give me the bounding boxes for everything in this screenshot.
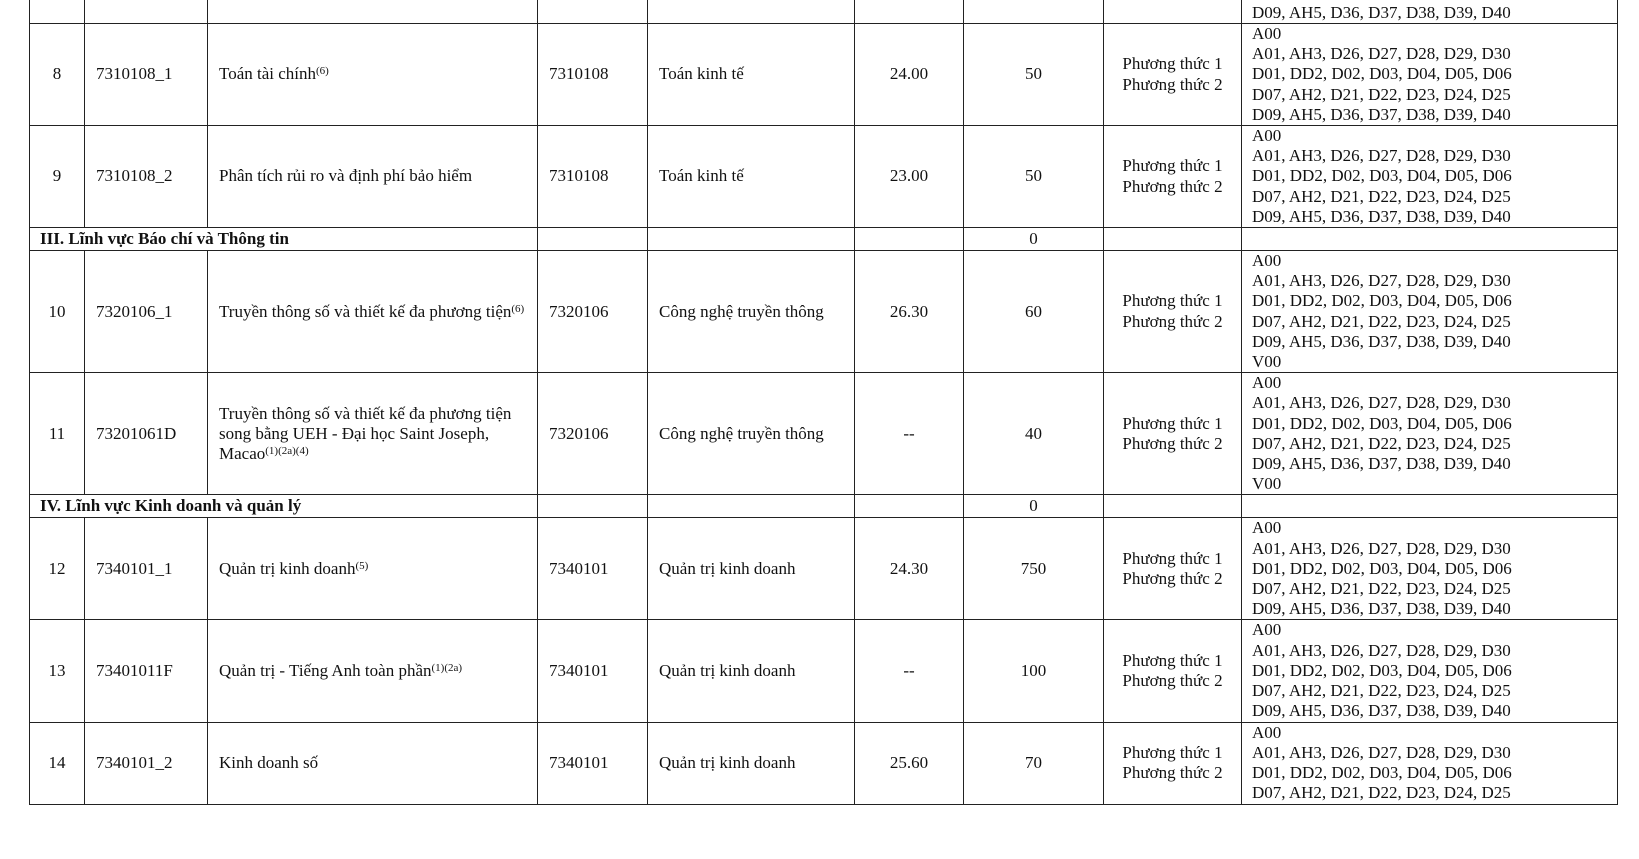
stt-cell: 8	[30, 24, 85, 126]
table-body	[30, 0, 1618, 804]
blocks-line: D07, AH2, D21, D22, D23, D24, D25	[1252, 783, 1511, 803]
stt-cell: 12	[30, 518, 85, 620]
blocks-line: A00	[1252, 620, 1282, 640]
table-row	[30, 373, 1618, 495]
major-code-cell: 7320106	[538, 251, 648, 373]
name-cell	[208, 722, 538, 804]
major-code-cell	[538, 495, 648, 518]
code-cell: 7320106_1	[85, 251, 208, 373]
blocks-cell	[1242, 373, 1618, 495]
method-line: Phương thức 2	[1122, 74, 1223, 94]
score-cell: 25.60	[855, 722, 964, 804]
major-name-cell: Quản trị kinh doanh	[648, 722, 855, 804]
blocks-cell	[1242, 0, 1618, 24]
method-line: Phương thức 1	[1122, 742, 1223, 762]
method-line: Phương thức 2	[1122, 176, 1223, 196]
section-row	[30, 495, 1618, 518]
stt-cell: 11	[30, 373, 85, 495]
major-code-cell: 7340101	[538, 518, 648, 620]
table-row-fragment	[30, 0, 1618, 24]
method-cell	[1104, 518, 1242, 620]
program-name: Truyền thông số và thiết kế đa phương tiện	[219, 301, 512, 321]
blocks-line: D07, AH2, D21, D22, D23, D24, D25	[1252, 433, 1511, 453]
blocks-cell	[1242, 722, 1618, 804]
method-cell	[1104, 722, 1242, 804]
major-name-cell: Quản trị kinh doanh	[648, 620, 855, 722]
program-name: Kinh doanh số	[219, 752, 319, 772]
blocks-line: D01, DD2, D02, D03, D04, D05, D06	[1252, 763, 1512, 782]
method-cell	[1104, 0, 1242, 24]
method-cell	[1104, 228, 1242, 251]
blocks-line: D09, AH5, D36, D37, D38, D39, D40	[1252, 454, 1511, 474]
method-cell	[1104, 495, 1242, 518]
stt-cell: 14	[30, 722, 85, 804]
table-row	[30, 24, 1618, 126]
blocks-line: A01, AH3, D26, D27, D28, D29, D30	[1252, 393, 1511, 413]
blocks-line: D01, DD2, D02, D03, D04, D05, D06	[1252, 64, 1512, 84]
method-cell	[1104, 24, 1242, 126]
blocks-line: A00	[1252, 518, 1282, 538]
program-name: Toán tài chính	[219, 64, 317, 84]
quota-cell: 100	[964, 620, 1104, 722]
method-line: Phương thức 2	[1122, 763, 1223, 782]
major-code-cell	[538, 0, 648, 24]
section-title: III. Lĩnh vực Báo chí và Thông tin	[30, 228, 538, 251]
blocks-line: D01, DD2, D02, D03, D04, D05, D06	[1252, 660, 1512, 680]
stt-cell: 9	[30, 126, 85, 228]
score-cell: 26.30	[855, 251, 964, 373]
blocks-cell	[1242, 228, 1618, 251]
table-row	[30, 126, 1618, 228]
program-name: Phân tích rủi ro và định phí bảo hiểm	[219, 166, 473, 186]
method-line: Phương thức 1	[1122, 156, 1223, 176]
code-cell: 7310108_2	[85, 126, 208, 228]
footnote-marker: (5)	[355, 559, 369, 572]
blocks-cell	[1242, 126, 1618, 228]
blocks-line: A00	[1252, 24, 1282, 43]
blocks-line: D09, AH5, D36, D37, D38, D39, D40	[1252, 599, 1511, 619]
blocks-line: A01, AH3, D26, D27, D28, D29, D30	[1252, 538, 1511, 558]
blocks-line: D01, DD2, D02, D03, D04, D05, D06	[1252, 166, 1512, 186]
method-cell	[1104, 620, 1242, 722]
major-name-cell	[648, 0, 855, 24]
stt-cell: 10	[30, 251, 85, 373]
blocks-line: A01, AH3, D26, D27, D28, D29, D30	[1252, 44, 1511, 64]
quota-cell: 50	[964, 24, 1104, 126]
code-cell: 7340101_1	[85, 518, 208, 620]
method-line: Phương thức 2	[1122, 311, 1223, 331]
program-name: Quản trị kinh doanh	[219, 558, 356, 578]
score-cell: --	[855, 373, 964, 495]
blocks-line: D09, AH5, D36, D37, D38, D39, D40	[1252, 701, 1511, 721]
section-quota: 0	[964, 228, 1104, 251]
section-title: IV. Lĩnh vực Kinh doanh và quản lý	[30, 495, 538, 518]
method-line: Phương thức 1	[1122, 650, 1223, 670]
quota-cell: 60	[964, 251, 1104, 373]
score-cell: --	[855, 620, 964, 722]
blocks-line: D09, AH5, D36, D37, D38, D39, D40	[1252, 104, 1511, 124]
table-row	[30, 722, 1618, 804]
major-code-cell: 7340101	[538, 620, 648, 722]
blocks-line: A01, AH3, D26, D27, D28, D29, D30	[1252, 742, 1511, 762]
method-line: Phương thức 1	[1122, 291, 1223, 311]
blocks-line: A00	[1252, 126, 1282, 146]
major-name-cell	[648, 495, 855, 518]
footnote-marker: (1)(2a)	[431, 661, 463, 674]
quota-cell: 50	[964, 126, 1104, 228]
score-cell: 24.00	[855, 24, 964, 126]
quota-cell: 40	[964, 373, 1104, 495]
score-cell: 24.30	[855, 518, 964, 620]
blocks-line: A01, AH3, D26, D27, D28, D29, D30	[1252, 640, 1511, 660]
major-name-cell: Quản trị kinh doanh	[648, 518, 855, 620]
blocks-line: D01, DD2, D02, D03, D04, D05, D06	[1252, 413, 1512, 433]
blocks-line: V00	[1252, 352, 1282, 372]
code-cell: 7310108_1	[85, 24, 208, 126]
name-cell	[208, 24, 538, 126]
method-line: Phương thức 1	[1122, 413, 1223, 433]
method-line: Phương thức 1	[1122, 548, 1223, 568]
name-cell	[208, 518, 538, 620]
major-name-cell: Công nghệ truyền thông	[648, 373, 855, 495]
name-cell	[208, 373, 538, 495]
method-line: Phương thức 2	[1122, 433, 1223, 453]
blocks-line: A00	[1252, 373, 1282, 393]
blocks-line: D07, AH2, D21, D22, D23, D24, D25	[1252, 186, 1511, 206]
code-cell	[85, 0, 208, 24]
blocks-line: D01, DD2, D02, D03, D04, D05, D06	[1252, 558, 1512, 578]
major-code-cell: 7310108	[538, 24, 648, 126]
footnote-marker: (1)(2a)(4)	[265, 444, 309, 457]
footnote-marker: (6)	[316, 65, 329, 78]
stt-cell	[30, 0, 85, 24]
name-cell	[208, 251, 538, 373]
major-name-cell: Toán kinh tế	[648, 126, 855, 228]
major-name-cell: Toán kinh tế	[648, 24, 855, 126]
method-cell	[1104, 373, 1242, 495]
table-row	[30, 518, 1618, 620]
program-name: Truyền thông số và thiết kế đa phương tiện song bằng UEH - Đại học Saint Joseph, Macao	[219, 403, 512, 463]
stt-cell: 13	[30, 620, 85, 722]
major-code-cell: 7340101	[538, 722, 648, 804]
table-row	[30, 620, 1618, 722]
score-cell	[855, 0, 964, 24]
section-quota: 0	[964, 495, 1104, 518]
table-row	[30, 251, 1618, 373]
blocks-line: D07, AH2, D21, D22, D23, D24, D25	[1252, 681, 1511, 701]
major-code-cell: 7320106	[538, 373, 648, 495]
name-cell	[208, 0, 538, 24]
code-cell: 73201061D	[85, 373, 208, 495]
method-line: Phương thức 2	[1122, 568, 1223, 588]
blocks-line: D09, AH5, D36, D37, D38, D39, D40	[1252, 2, 1511, 22]
blocks-line: A00	[1252, 251, 1282, 271]
score-cell: 23.00	[855, 126, 964, 228]
major-code-cell	[538, 228, 648, 251]
blocks-cell	[1242, 24, 1618, 126]
blocks-line: D07, AH2, D21, D22, D23, D24, D25	[1252, 84, 1511, 104]
major-name-cell: Công nghệ truyền thông	[648, 251, 855, 373]
quota-cell: 750	[964, 518, 1104, 620]
admission-table	[29, 0, 1618, 805]
method-cell	[1104, 251, 1242, 373]
major-code-cell: 7310108	[538, 126, 648, 228]
section-row	[30, 228, 1618, 251]
blocks-cell	[1242, 495, 1618, 518]
code-cell: 7340101_2	[85, 722, 208, 804]
blocks-line: D09, AH5, D36, D37, D38, D39, D40	[1252, 331, 1511, 351]
blocks-cell	[1242, 620, 1618, 722]
name-cell	[208, 126, 538, 228]
blocks-line: D09, AH5, D36, D37, D38, D39, D40	[1252, 206, 1511, 226]
score-cell	[855, 228, 964, 251]
method-line: Phương thức 2	[1122, 670, 1223, 690]
code-cell: 73401011F	[85, 620, 208, 722]
blocks-cell	[1242, 251, 1618, 373]
blocks-line: D07, AH2, D21, D22, D23, D24, D25	[1252, 579, 1511, 599]
footnote-marker: (6)	[511, 302, 525, 315]
name-cell	[208, 620, 538, 722]
score-cell	[855, 495, 964, 518]
blocks-line: A00	[1252, 722, 1282, 742]
program-name: Quản trị - Tiếng Anh toàn phần	[219, 660, 432, 680]
blocks-line: A01, AH3, D26, D27, D28, D29, D30	[1252, 146, 1511, 166]
quota-cell: 70	[964, 722, 1104, 804]
blocks-cell	[1242, 518, 1618, 620]
quota-cell	[964, 0, 1104, 24]
blocks-line: A01, AH3, D26, D27, D28, D29, D30	[1252, 271, 1511, 291]
method-cell	[1104, 126, 1242, 228]
method-line: Phương thức 1	[1122, 54, 1223, 74]
blocks-line: D01, DD2, D02, D03, D04, D05, D06	[1252, 291, 1512, 311]
blocks-line: V00	[1252, 474, 1282, 494]
blocks-line: D07, AH2, D21, D22, D23, D24, D25	[1252, 311, 1511, 331]
major-name-cell	[648, 228, 855, 251]
